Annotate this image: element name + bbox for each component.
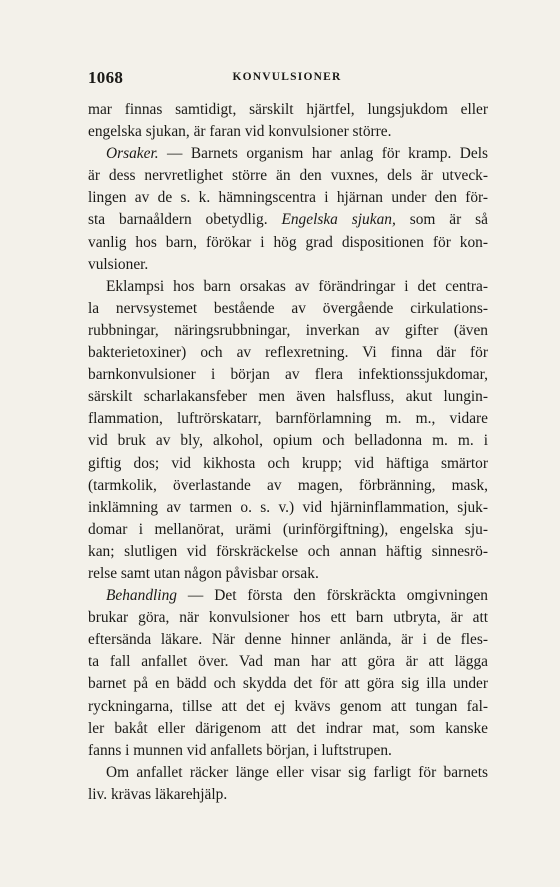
text-line	[88, 585, 488, 607]
text-run: kan; slutligen vid förskräckelse och annan häftig sinnesrö-	[88, 542, 488, 560]
text-run: eftersända läkare. När denne hinner anlända, är i de fles-	[88, 631, 488, 649]
text-run: bakterietoxiner) och av reflexretning. Vi finna där för	[88, 344, 488, 362]
text-run: särskilt scharlakansfeber men även halsfluss, akut lungin-	[88, 388, 488, 406]
text-line	[88, 453, 488, 475]
text-line	[88, 629, 488, 651]
text-line	[88, 165, 488, 187]
text-line	[88, 607, 488, 629]
text-run: Eklampsi hos barn orsakas av förändringar i det centra-	[106, 277, 488, 295]
text-line	[88, 408, 488, 430]
text-line	[88, 762, 488, 784]
text-run: liv. krävas läkarehjälp.	[88, 785, 228, 803]
text-run: barnet på en bädd och skydda det för att göra sig illa under	[88, 675, 488, 693]
text-line	[88, 187, 488, 209]
text-line	[88, 475, 488, 497]
text-run: ryckningarna, tillse att det ej kvävs genom att tungan fal-	[88, 697, 488, 715]
text-line	[88, 784, 488, 806]
text-run: inklämning av tarmen o. s. v.) vid hjärninflammation, sjuk-	[88, 498, 488, 516]
text-run: — Det första den förskräckta omgivningen	[176, 587, 488, 605]
text-line	[88, 99, 488, 121]
text-line	[88, 342, 488, 364]
text-line	[88, 364, 488, 386]
text-run: mar finnas samtidigt, särskilt hjärtfel, lungsjukdom eller	[88, 101, 488, 118]
italic-run: Behandling	[106, 587, 177, 605]
text-line	[88, 718, 488, 740]
italic-run: Orsaker.	[106, 145, 159, 163]
body-text	[88, 99, 488, 806]
text-line	[88, 298, 488, 320]
text-run: engelska sjukan, är faran vid konvulsioner större.	[88, 123, 392, 141]
text-run: lingen av de s. k. hämningscentra i hjärnan under den för-	[88, 189, 488, 207]
text-line	[88, 519, 488, 541]
text-run: ta fall anfallet över. Vad man har att göra är att lägga	[88, 653, 488, 671]
text-line	[88, 121, 488, 143]
text-run: giftig dos; vid kikhosta och krupp; vid häftiga smärtor	[88, 454, 488, 472]
text-line	[88, 386, 488, 408]
text-line	[88, 673, 488, 695]
page-number: 1068	[88, 68, 124, 87]
text-run: rubbningar, näringsrubbningar, inverkan av gifter (även	[88, 321, 488, 339]
text-run: (tarmkolik, överlastande av magen, förbränning, mask,	[88, 476, 488, 494]
text-line	[88, 232, 488, 254]
text-run: är dess nervretlighet större än den vuxnes, dels är utveck-	[88, 167, 488, 185]
text-run: vulsioner.	[88, 255, 149, 273]
text-run: relse samt utan någon påvisbar orsak.	[88, 564, 319, 582]
text-line	[88, 276, 488, 298]
text-run: brukar göra, när konvulsioner hos ett barn utbryta, är att	[88, 609, 488, 627]
italic-run: Engelska sjukan,	[281, 211, 396, 229]
text-run: vid bruk av bly, alkohol, opium och belladonna m. m. i	[88, 432, 488, 450]
text-line	[88, 430, 488, 452]
text-run: ler bakåt eller därigenom att det indrar mat, som kanske	[88, 719, 488, 737]
text-run: la nervsystemet bestående av övergående cirkulations-	[88, 299, 488, 317]
running-title: KONVULSIONER	[232, 71, 342, 83]
text-run: vanlig hos barn, förökar i hög grad dispositionen för kon-	[88, 233, 488, 251]
text-run: sta barnaåldern obetydlig.	[88, 211, 282, 229]
text-line	[88, 497, 488, 519]
text-line	[88, 254, 488, 276]
text-line	[88, 541, 488, 563]
text-line	[88, 651, 488, 673]
text-run: fanns i munnen vid anfallets början, i luftstrupen.	[88, 741, 392, 759]
text-run: flammation, luftrörskatarr, barnförlamning m. m., vidare	[88, 410, 488, 428]
text-run: — Barnets organism har anlag för kramp. Dels	[158, 145, 488, 163]
text-line	[88, 143, 488, 165]
text-line	[88, 563, 488, 585]
text-line	[88, 209, 488, 231]
text-line	[88, 696, 488, 718]
text-line	[88, 320, 488, 342]
text-run: barnkonvulsioner i början av flera infektionssjukdomar,	[88, 366, 488, 384]
page-header	[88, 68, 486, 92]
text-run: som är så	[395, 211, 488, 229]
text-run: domar i mellanörat, urämi (urinförgiftning), engelska sju-	[88, 520, 488, 538]
text-run: Om anfallet räcker länge eller visar sig farligt för barnets	[106, 763, 488, 781]
text-line	[88, 740, 488, 762]
